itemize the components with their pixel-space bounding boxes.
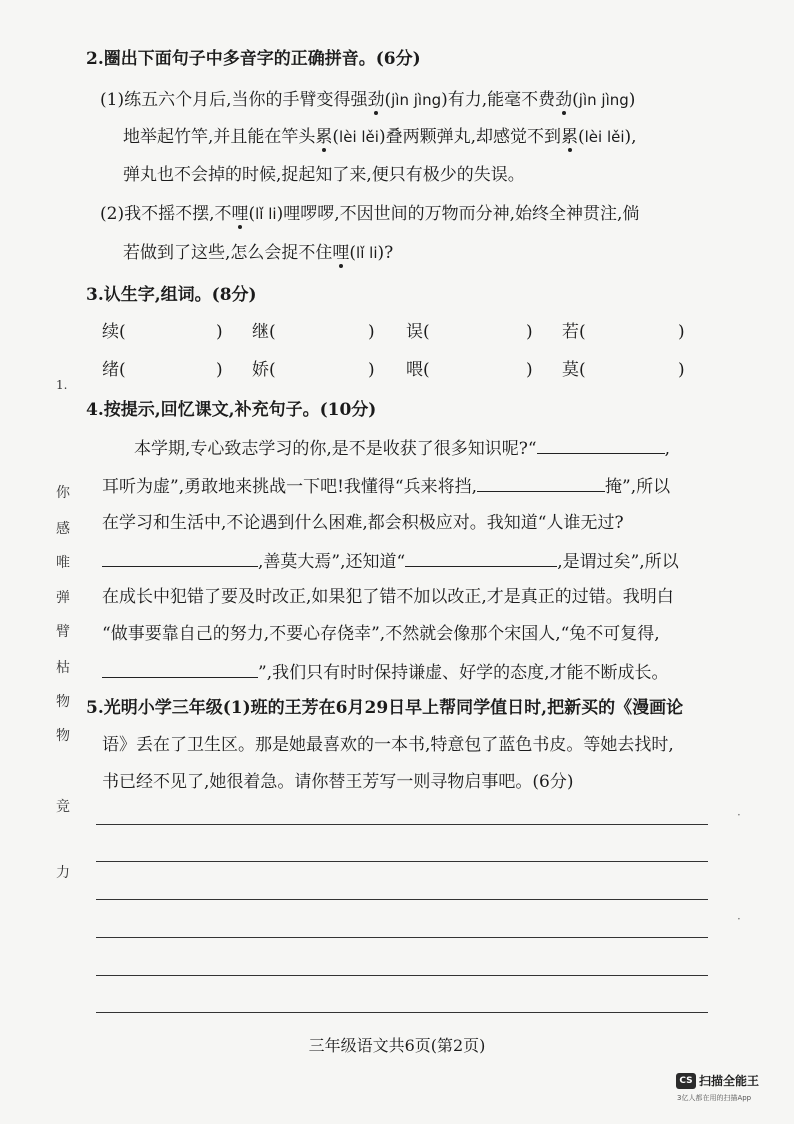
q2-line2: 地举起竹竿,并且能在竿头累(lèi lěi)叠两颗弹丸,却感觉不到累(lèi lěi), bbox=[123, 127, 637, 147]
q3-item: 续( bbox=[102, 322, 126, 342]
margin-char: 物 bbox=[56, 694, 70, 710]
margin-char: 物 bbox=[56, 728, 70, 744]
pinyin-options: lǐ li bbox=[255, 205, 277, 223]
watermark-subtitle: 3亿人都在用的扫描App bbox=[677, 1094, 752, 1102]
writing-line[interactable] bbox=[96, 1012, 708, 1013]
q4-line3: 在学习和生活中,不论遇到什么困难,都会积极应对。我知道“人谁无过? bbox=[102, 513, 624, 533]
q5-line1: 5.光明小学三年级(1)班的王芳在6月29日早上帮同学值日时,把新买的《漫画论 bbox=[86, 698, 684, 718]
pinyin-options: lèi lěi bbox=[339, 128, 379, 146]
q3-item: 喂( bbox=[406, 360, 430, 380]
margin-char: 唯 bbox=[56, 555, 70, 571]
q3-close: ) bbox=[216, 360, 223, 380]
polyphone-char: 累 bbox=[561, 127, 578, 147]
polyphone-char: 累 bbox=[315, 127, 333, 147]
answer-blank[interactable] bbox=[477, 473, 605, 492]
q2-line3: 弹丸也不会掉的时候,捉起知了来,便只有极少的失误。 bbox=[123, 165, 525, 185]
answer-blank[interactable] bbox=[102, 548, 258, 567]
writing-line[interactable] bbox=[96, 899, 708, 900]
margin-char: 力 bbox=[56, 865, 70, 881]
page-footer: 三年级语文共6页(第2页) bbox=[308, 1036, 486, 1055]
q4-line4: ,善莫大焉”,还知道“ ,是谓过矣”,所以 bbox=[102, 548, 679, 574]
q3-close: ) bbox=[526, 360, 533, 380]
q4-line2: 耳听为虚”,勇敢地来挑战一下吧!我懂得“兵来将挡, 掩”,所以 bbox=[102, 473, 670, 499]
q3-close: ) bbox=[678, 360, 685, 380]
margin-char: 你 bbox=[56, 485, 70, 501]
watermark-name: 扫描全能王 bbox=[699, 1074, 760, 1088]
camscanner-logo-icon: CS bbox=[676, 1073, 696, 1089]
polyphone-char: 劲 bbox=[367, 90, 385, 110]
q3-close: ) bbox=[368, 360, 375, 380]
answer-blank[interactable] bbox=[537, 435, 665, 454]
pinyin-options: lǐ li bbox=[356, 244, 378, 262]
q2-title: 2.圈出下面句子中多音字的正确拼音。(6分) bbox=[86, 49, 421, 69]
scan-speck: · bbox=[737, 912, 741, 926]
q3-close: ) bbox=[368, 322, 375, 342]
margin-char: 臂 bbox=[56, 624, 70, 640]
margin-char: 感 bbox=[56, 521, 70, 537]
pinyin-options: jìn jìng bbox=[391, 91, 442, 109]
q3-close: ) bbox=[216, 322, 223, 342]
q3-title: 3.认生字,组词。(8分) bbox=[86, 285, 257, 305]
polyphone-char: 哩 bbox=[332, 243, 350, 263]
writing-line[interactable] bbox=[96, 975, 708, 976]
q3-item: 误( bbox=[406, 322, 430, 342]
margin-char: 弹 bbox=[56, 590, 70, 606]
answer-blank[interactable] bbox=[405, 548, 557, 567]
answer-blank[interactable] bbox=[102, 659, 258, 678]
pinyin-options: lèi lěi bbox=[584, 128, 625, 146]
margin-char: 竞 bbox=[56, 799, 70, 815]
q2-line4: (2)我不摇不摆,不哩(lǐ li)哩啰啰,不因世间的万物而分神,始终全神贯注,倘 bbox=[100, 204, 640, 224]
q4-title: 4.按提示,回忆课文,补充句子。(10分) bbox=[86, 400, 377, 420]
q5-line3: 书已经不见了,她很着急。请你替王芳写一则寻物启事吧。(6分) bbox=[102, 772, 574, 792]
q4-line6: “做事要靠自己的努力,不要心存侥幸”,不然就会像那个宋国人,“兔不可复得, bbox=[102, 624, 660, 644]
q3-item: 娇( bbox=[252, 360, 276, 380]
q4-line1: 本学期,专心致志学习的你,是不是收获了很多知识呢?“ , bbox=[134, 435, 670, 461]
q3-item: 莫( bbox=[562, 360, 586, 380]
scan-speck: · bbox=[737, 808, 741, 822]
q5-line2: 语》丢在了卫生区。那是她最喜欢的一本书,特意包了蓝色书皮。等她去找时, bbox=[102, 735, 674, 755]
q3-item: 继( bbox=[252, 322, 276, 342]
writing-line[interactable] bbox=[96, 937, 708, 938]
q3-close: ) bbox=[678, 322, 685, 342]
polyphone-char: 哩 bbox=[231, 204, 249, 224]
margin-char: 枯 bbox=[56, 660, 70, 676]
margin-mark: 1. bbox=[56, 378, 68, 392]
q4-line5: 在成长中犯错了要及时改正,如果犯了错不加以改正,才是真正的过错。我明白 bbox=[102, 587, 674, 607]
q4-line7: ”,我们只有时时保持谦虚、好学的态度,才能不断成长。 bbox=[102, 659, 669, 685]
q3-item: 绪( bbox=[102, 360, 126, 380]
polyphone-char: 劲 bbox=[555, 90, 573, 110]
pinyin-options: jìn jìng bbox=[578, 91, 629, 109]
writing-line[interactable] bbox=[96, 824, 708, 825]
q3-item: 若( bbox=[562, 322, 586, 342]
q2-line5: 若做到了这些,怎么会捉不住哩(lǐ li)? bbox=[123, 243, 394, 263]
q3-close: ) bbox=[526, 322, 533, 342]
writing-line[interactable] bbox=[96, 861, 708, 862]
q2-line1: (1)练五六个月后,当你的手臂变得强劲(jìn jìng)有力,能毫不费劲(jìn jìng) bbox=[100, 90, 636, 110]
